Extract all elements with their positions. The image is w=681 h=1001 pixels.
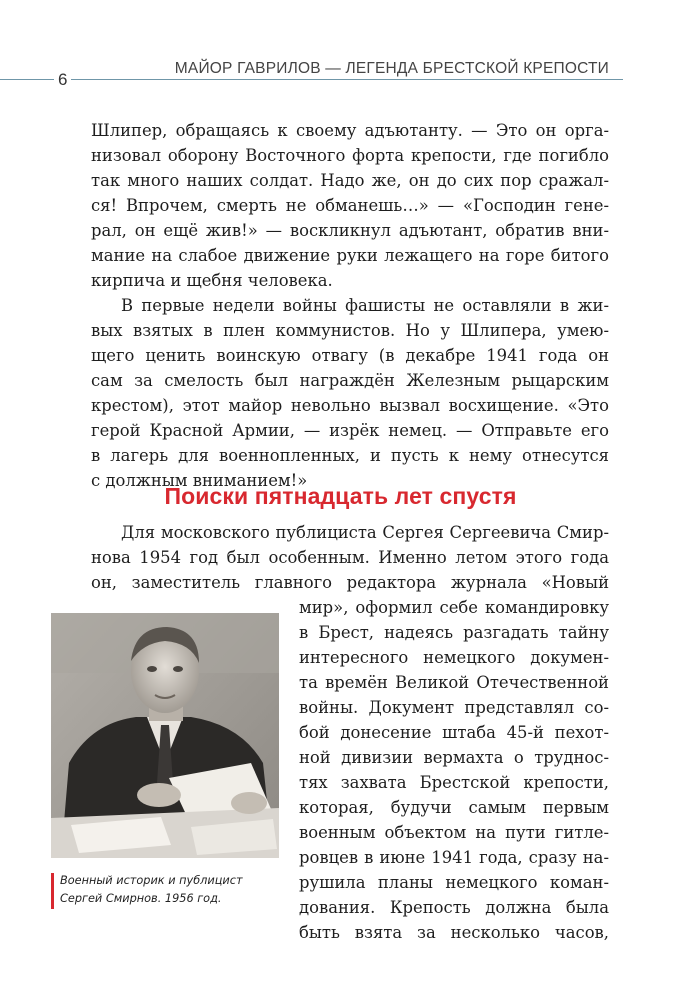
section-heading: Поиски пятнадцать лет спустя	[164, 483, 517, 509]
text-line: дования. Крепость должна была	[299, 898, 609, 917]
text-line: мание на слабое движение руки лежащего на горе битого	[91, 246, 609, 265]
text-line: низовал оборону Восточного форта крепости, где погибло	[91, 146, 609, 165]
text-line: Для московского публициста Сергея Сергеевича Смир-	[121, 523, 609, 542]
text-line: ровцев в июне 1941 года, сразу на-	[299, 848, 609, 867]
caption-line: Сергей Смирнов. 1956 год.	[60, 892, 222, 905]
page-number: 6	[54, 70, 71, 90]
text-line: бой донесение штаба 45-й пехот-	[299, 723, 609, 742]
text-line: щего ценить воинскую отвагу (в декабре 1941 года он	[91, 346, 609, 365]
text-line: войны. Документ представлял со-	[299, 698, 609, 717]
paragraph-2	[91, 293, 609, 493]
header-rule	[0, 79, 623, 80]
text-line: с должным вниманием!»	[91, 471, 308, 490]
text-line: в Брест, надеясь разгадать тайну	[299, 623, 609, 642]
text-line: В первые недели войны фашисты не оставляли в жи-	[121, 296, 609, 315]
text-line: герой Красной Армии, — изрёк немец. — Отправьте его	[91, 421, 609, 440]
portrait-photo	[51, 613, 279, 858]
running-title: МАЙОР ГАВРИЛОВ — ЛЕГЕНДА БРЕСТСКОЙ КРЕПОСТИ	[169, 60, 609, 78]
text-line: быть взята за несколько часов,	[299, 923, 609, 942]
text-line: рушила планы немецкого коман-	[299, 873, 609, 892]
text-line: Шлипер, обращаясь к своему адъютанту. — Это он орга-	[91, 121, 609, 140]
text-line: мир», оформил себе командировку	[299, 598, 609, 617]
text-line: тях захвата Брестской крепости,	[299, 773, 609, 792]
text-line: в лагерь для военнопленных, и пусть к нему отнесутся	[91, 446, 609, 465]
paragraph-3-full-width	[91, 520, 609, 595]
text-line: военным объектом на пути гитле-	[299, 823, 609, 842]
text-line: рал, он ещё жив!» — воскликнул адъютант, обратив вни-	[91, 221, 609, 240]
text-line: вых взятых в плен коммунистов. Но у Шлипера, умею-	[91, 321, 609, 340]
paragraph-1	[91, 118, 609, 293]
text-line: которая, будучи самым первым	[299, 798, 609, 817]
text-line: так много наших солдат. Надо же, он до сих пор сражал-	[91, 171, 609, 190]
text-line: интересного немецкого докумен-	[299, 648, 609, 667]
caption-line: Военный историк и публицист	[60, 874, 243, 887]
text-line: ной дивизии вермахта о труднос-	[299, 748, 609, 767]
text-line: крестом), этот майор невольно вызвал восхищение. «Это	[91, 396, 609, 415]
text-line: сам за смелость был награждён Железным рыцарским	[91, 371, 609, 390]
photo-caption	[60, 872, 290, 908]
paragraph-3-wrapped	[299, 595, 609, 945]
text-line: ся! Впрочем, смерть не обманешь…» — «Господин гене-	[91, 196, 609, 215]
text-line: та времён Великой Отечественной	[299, 673, 609, 692]
caption-accent-bar	[51, 873, 54, 909]
text-line: кирпича и щебня человека.	[91, 271, 333, 290]
text-line: он, заместитель главного редактора журнала «Новый	[91, 573, 609, 592]
text-line: нова 1954 год был особенным. Именно летом этого года	[91, 548, 609, 567]
